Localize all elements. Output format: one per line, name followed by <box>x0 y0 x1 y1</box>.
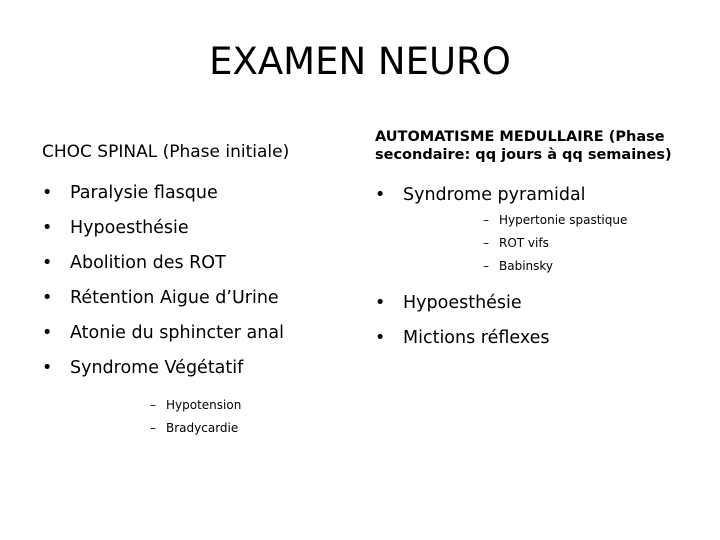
list-item-text: Abolition des ROT <box>70 253 226 273</box>
sub-list-item-text: Babinsky <box>499 259 554 273</box>
right-column <box>375 128 695 356</box>
left-sub-list <box>42 394 362 440</box>
bullet-icon: • <box>42 218 53 238</box>
bullet-icon: • <box>375 293 386 313</box>
sub-list-item <box>483 209 695 232</box>
list-item <box>375 321 695 356</box>
sub-list-item-text: Hypotension <box>166 398 242 412</box>
list-item-text: Mictions réflexes <box>403 328 550 348</box>
list-item <box>42 211 362 246</box>
right-bullet-list-top <box>375 178 695 213</box>
list-item-text: Hypoesthésie <box>70 218 189 238</box>
dash-icon: – <box>483 236 489 250</box>
bullet-icon: • <box>375 185 386 205</box>
dash-icon: – <box>483 213 489 227</box>
list-item <box>42 316 362 351</box>
dash-icon: – <box>150 398 156 412</box>
sub-list-item <box>483 232 695 255</box>
list-item-text: Syndrome pyramidal <box>403 185 586 205</box>
dash-icon: – <box>150 421 156 435</box>
right-sub-list <box>375 209 695 278</box>
sub-list-item-text: Bradycardie <box>166 421 239 435</box>
left-column <box>42 128 362 446</box>
list-item-text: Hypoesthésie <box>403 293 522 313</box>
list-item-text: Atonie du sphincter anal <box>70 323 284 343</box>
sub-list-item <box>150 394 362 417</box>
right-bullet-list-bottom <box>375 286 695 356</box>
sub-list-item <box>150 417 362 440</box>
bullet-icon: • <box>42 253 53 273</box>
list-item-text: Syndrome Végétatif <box>70 358 244 378</box>
sub-list-item <box>483 255 695 278</box>
slide-title: EXAMEN NEURO <box>209 40 511 83</box>
list-item <box>42 246 362 281</box>
list-item <box>42 351 362 386</box>
dash-icon: – <box>483 259 489 273</box>
left-heading: CHOC SPINAL (Phase initiale) <box>42 142 290 162</box>
list-item <box>42 281 362 316</box>
list-item <box>42 176 362 211</box>
list-item-text: Paralysie flasque <box>70 183 218 203</box>
sub-list-item-text: ROT vifs <box>499 236 549 250</box>
bullet-icon: • <box>375 328 386 348</box>
bullet-icon: • <box>42 323 53 343</box>
sub-list-item-text: Hypertonie spastique <box>499 213 628 227</box>
list-item <box>375 286 695 321</box>
bullet-icon: • <box>42 183 53 203</box>
bullet-icon: • <box>42 358 53 378</box>
bullet-icon: • <box>42 288 53 308</box>
left-bullet-list <box>42 176 362 386</box>
right-heading: AUTOMATISME MEDULLAIRE (Phase secondaire: qq jours à qq semaines) <box>375 129 672 163</box>
list-item <box>375 178 695 213</box>
list-item-text: Rétention Aigue d’Urine <box>70 288 279 308</box>
